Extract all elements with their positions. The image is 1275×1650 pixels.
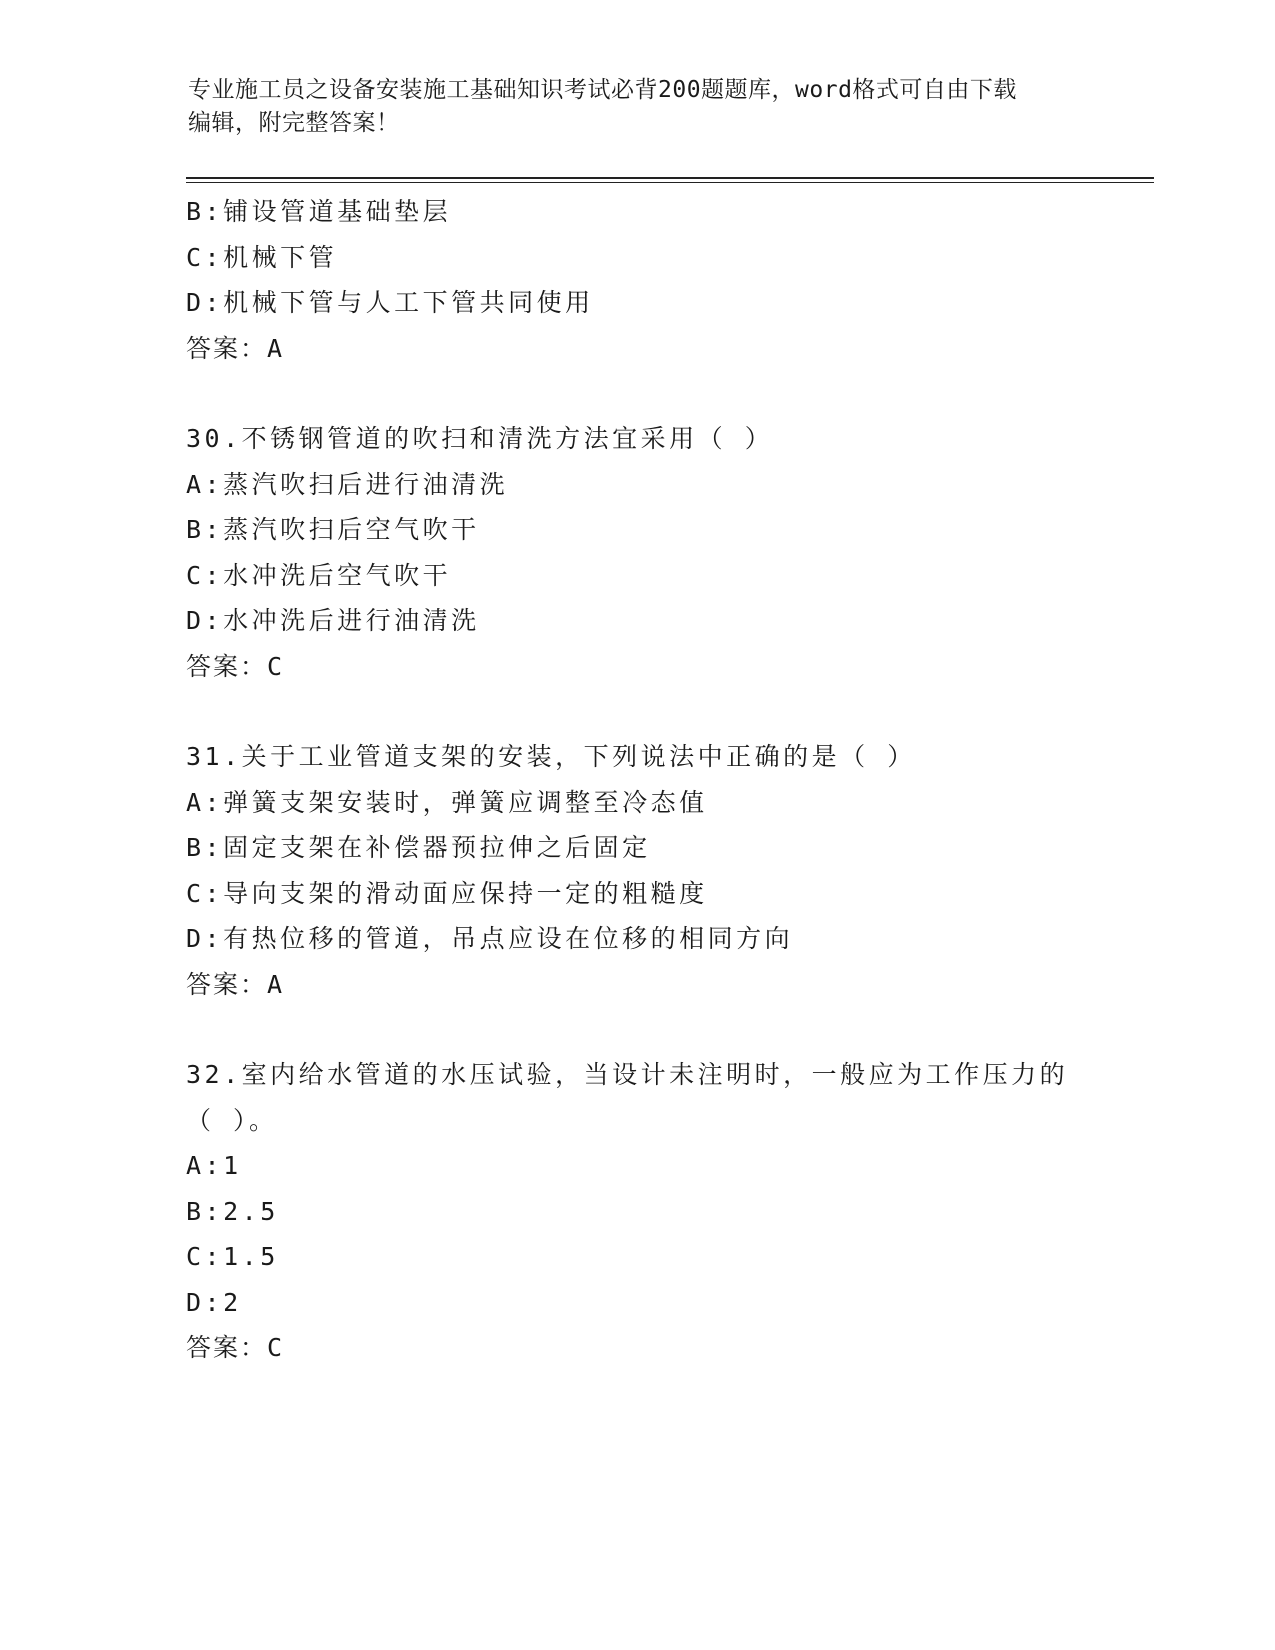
header-divider-thick [186,177,1154,179]
option-d: D:水冲洗后进行油清洗 [186,606,480,635]
question-block-31 [186,734,1086,1007]
question-stem-line-1: 32.室内给水管道的水压试验，当设计未注明时，一般应为工作压力的 [186,1060,1069,1089]
spacer [186,371,1086,416]
question-stem: 30.不锈钢管道的吹扫和清洗方法宜采用（ ） [186,424,774,453]
option-a: A:1 [186,1151,242,1180]
option-c: C:1.5 [186,1242,279,1271]
option-b: B:2.5 [186,1196,279,1226]
question-block-32 [186,1052,1086,1371]
answer-line: 答案：A [186,333,285,363]
option-a: A:蒸汽吹扫后进行油清洗 [186,469,509,499]
question-block-29 [186,189,1086,371]
question-stem: 31.关于工业管道支架的安装，下列说法中正确的是（ ） [186,742,916,771]
spacer [186,1007,1086,1052]
header-title-line-1: 专业施工员之设备安装施工基础知识考试必背200题题库，word格式可自由下载 [188,77,1017,103]
option-c: C:机械下管 [186,242,338,272]
answer-line: 答案：A [186,969,285,999]
header-title-line-2: 编辑，附完整答案！ [188,110,400,136]
option-b: B:固定支架在补偿器预拉伸之后固定 [186,833,651,862]
spacer [186,689,1086,734]
option-d: D:2 [186,1287,242,1317]
answer-line: 答案：C [186,1333,285,1362]
header-divider-thin [186,182,1154,183]
question-block-30 [186,416,1086,689]
answer-line: 答案：C [186,651,285,681]
document-header [188,74,1088,140]
option-d: D:有热位移的管道，吊点应设在位移的相同方向 [186,924,794,953]
option-c: C:导向支架的滑动面应保持一定的粗糙度 [186,878,708,908]
question-list [186,189,1086,1371]
option-d: D:机械下管与人工下管共同使用 [186,288,594,317]
option-b: B:蒸汽吹扫后空气吹干 [186,515,480,544]
option-a: A:弹簧支架安装时，弹簧应调整至冷态值 [186,787,708,817]
question-stem-line-2: （ ）。 [186,1105,278,1135]
option-c: C:水冲洗后空气吹干 [186,560,452,590]
option-b: B:铺设管道基础垫层 [186,197,452,226]
